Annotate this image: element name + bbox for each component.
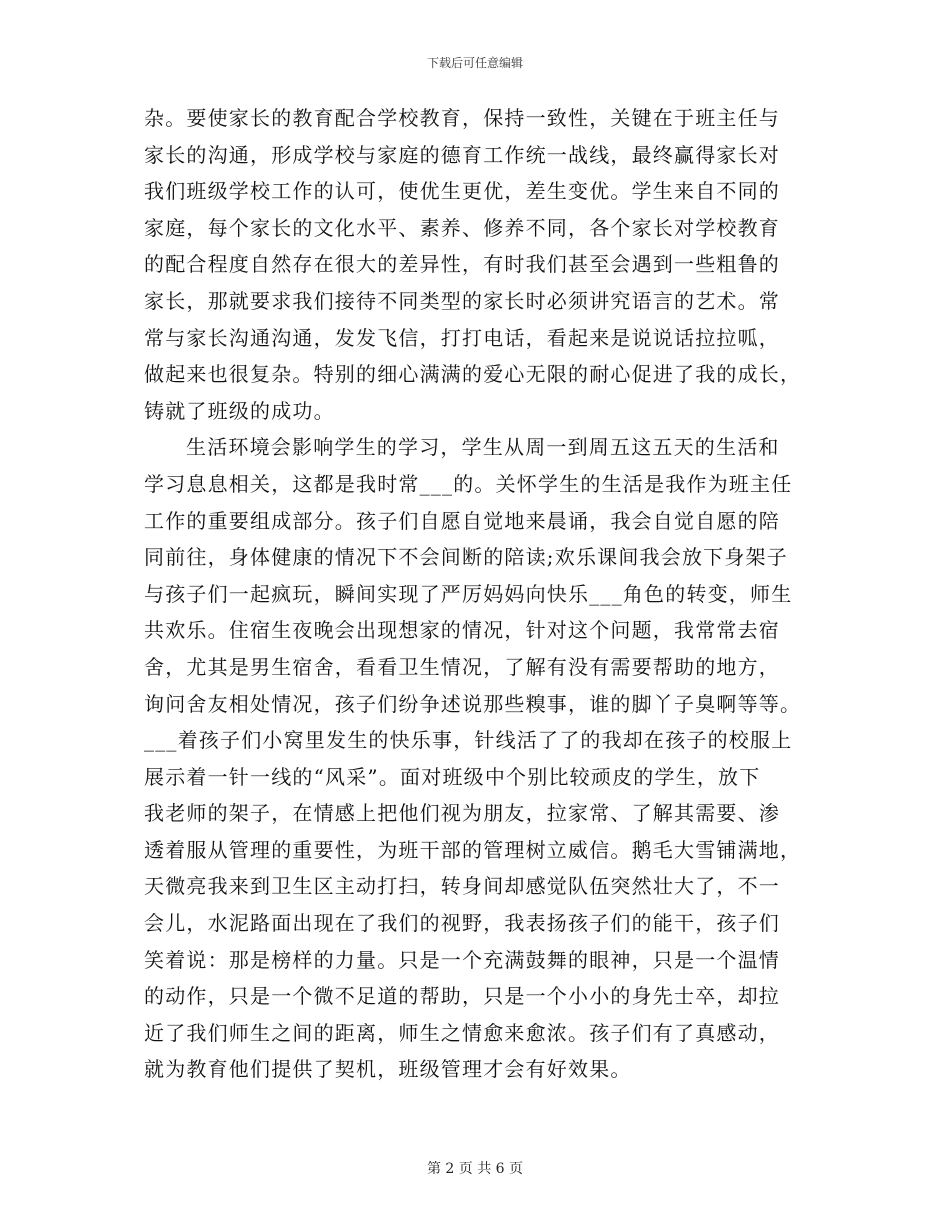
body-line: 近了我们师生之间的距离，师生之情愈来愈浓。孩子们有了真感动， [144, 1020, 780, 1045]
body-line: 舍，尤其是男生宿舍，看看卫生情况，了解有没有需要帮助的地方， [144, 654, 780, 679]
body-line: 的配合程度自然存在很大的差异性，有时我们甚至会遇到一些粗鲁的 [144, 252, 780, 277]
body-line: 就为教育他们提供了契机，班级管理才会有好效果。 [144, 1057, 632, 1082]
body-line: 家长，那就要求我们接待不同类型的家长时必须讲究语言的艺术。常 [144, 288, 780, 313]
body-line: 询问舍友相处情况，孩子们纷争述说那些糗事，谁的脚丫子臭啊等等。 [144, 691, 802, 716]
body-line: 家长的沟通，形成学校与家庭的德育工作统一战线，最终赢得家长对 [144, 142, 780, 167]
body-line: 工作的重要组成部分。孩子们自愿自觉地来晨诵，我会自觉自愿的陪 [144, 508, 780, 533]
body-line: 我老师的架子，在情感上把他们视为朋友，拉家常、了解其需要、渗 [144, 801, 780, 826]
body-line: 做起来也很复杂。特别的细心满满的爱心无限的耐心促进了我的成长， [144, 362, 802, 387]
body-line: 杂。要使家长的教育配合学校教育，保持一致性，关键在于班主任与 [144, 106, 780, 130]
body-line: 透着服从管理的重要性，为班干部的管理树立威信。鹅毛大雪铺满地， [144, 837, 802, 862]
body-line: 与孩子们一起疯玩，瞬间实现了严厉妈妈向快乐___角色的转变，师生 [144, 581, 793, 606]
body-line: 展示着一针一线的“风采”。面对班级中个别比较顽皮的学生，放下 [144, 764, 761, 789]
body-line: 铸就了班级的成功。 [144, 398, 335, 423]
body-line: 同前往，身体健康的情况下不会间断的陪读;欢乐课间我会放下身架子 [144, 545, 788, 570]
body-line: 学习息息相关，这都是我时常___的。关怀学生的生活是我作为班主任 [144, 471, 793, 496]
page-header: 下载后可任意编辑 [426, 56, 523, 70]
body-line: 的动作，只是一个微不足道的帮助，只是一个小小的身先士卒，却拉 [144, 984, 780, 1009]
paragraph-first-line: 生活环境会影响学生的学习，学生从周一到周五这五天的生活和 [186, 435, 780, 460]
body-line: 我们班级学校工作的认可，使优生更优，差生变优。学生来自不同的 [144, 179, 780, 204]
body-line: 共欢乐。住宿生夜晚会出现想家的情况，针对这个问题，我常常去宿 [144, 618, 780, 643]
body-line: 笑着说：那是榜样的力量。只是一个充满鼓舞的眼神，只是一个温情 [144, 947, 780, 972]
body-line: ___着孩子们小窝里发生的快乐事，针线活了了的我却在孩子的校服上 [144, 728, 793, 753]
body-line: 常与家长沟通沟通，发发飞信，打打电话，看起来是说说话拉拉呱， [144, 325, 780, 350]
body-line: 家庭，每个家长的文化水平、素养、修养不同，各个家长对学校教育 [144, 215, 780, 240]
body-line: 天微亮我来到卫生区主动打扫，转身间却感觉队伍突然壮大了，不一 [144, 874, 780, 899]
document-body [144, 100, 810, 1088]
page-number-footer: 第 2 页 共 6 页 [426, 1161, 524, 1177]
body-line: 会儿，水泥路面出现在了我们的视野，我表扬孩子们的能干，孩子们 [144, 911, 780, 936]
